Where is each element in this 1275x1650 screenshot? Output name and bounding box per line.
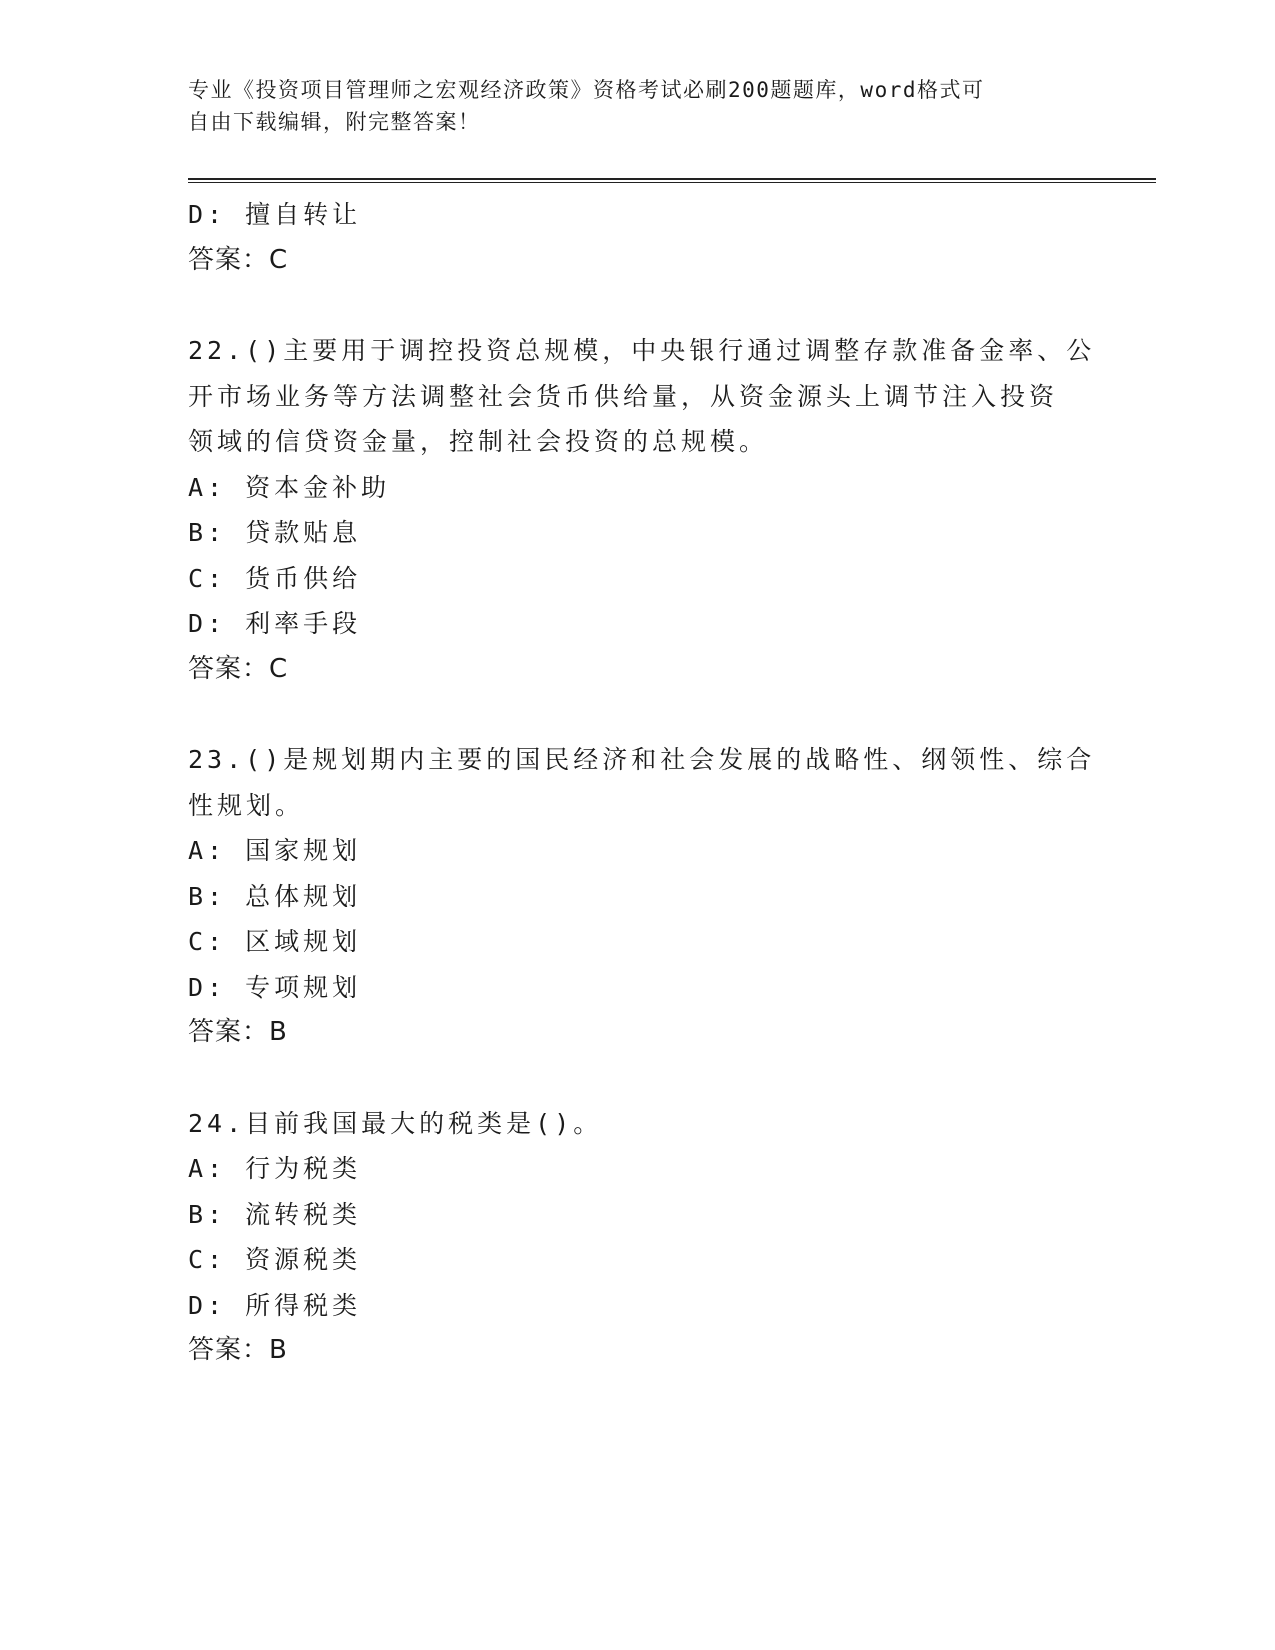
header-line-1: 专业《投资项目管理师之宏观经济政策》资格考试必刷200题题库，word格式可 <box>188 78 985 102</box>
question-text-line: 23.()是规划期内主要的国民经济和社会发展的战略性、纲领性、综合 <box>188 745 1096 774</box>
option-d: D: 专项规划 <box>188 972 362 1002</box>
document-body <box>188 192 1096 1374</box>
question-22 <box>188 328 1096 692</box>
answer-line: 答案：B <box>188 1017 288 1047</box>
option-b: B: 贷款贴息 <box>188 518 362 547</box>
option-d: D: 利率手段 <box>188 609 362 638</box>
option-a: A: 行为税类 <box>188 1154 362 1183</box>
question-text-line: 22.()主要用于调控投资总规模，中央银行通过调整存款准备金率、公 <box>188 336 1096 365</box>
question-23 <box>188 737 1096 1056</box>
option-c: C: 货币供给 <box>188 563 362 593</box>
header-line-2: 自由下载编辑，附完整答案！ <box>188 110 481 134</box>
question-text-line: 领域的信贷资金量，控制社会投资的总规模。 <box>188 427 769 456</box>
option-a: A: 资本金补助 <box>188 472 391 502</box>
option-c: C: 资源税类 <box>188 1245 362 1274</box>
question-text <box>188 1101 1088 1147</box>
option-a: A: 国家规划 <box>188 836 362 865</box>
option-c: C: 区域规划 <box>188 927 362 956</box>
question-text-line: 性规划。 <box>188 790 305 820</box>
question-text <box>188 737 1096 828</box>
answer-line: 答案：C <box>188 244 289 275</box>
previous-question-tail <box>188 192 1088 283</box>
answer-line: 答案：B <box>188 1335 288 1365</box>
question-text-line: 开市场业务等方法调整社会货币供给量，从资金源头上调节注入投资 <box>188 381 1059 411</box>
option-b: B: 流转税类 <box>188 1199 362 1229</box>
answer-line: 答案：C <box>188 653 289 684</box>
option-b: B: 总体规划 <box>188 881 362 911</box>
question-24 <box>188 1101 1088 1374</box>
page-header <box>188 74 1068 138</box>
option-d: D: 擅自转让 <box>188 200 362 229</box>
header-divider <box>188 178 1156 183</box>
question-text <box>188 328 1096 465</box>
question-text-line: 24.目前我国最大的税类是()。 <box>188 1108 603 1138</box>
option-d: D: 所得税类 <box>188 1290 362 1320</box>
